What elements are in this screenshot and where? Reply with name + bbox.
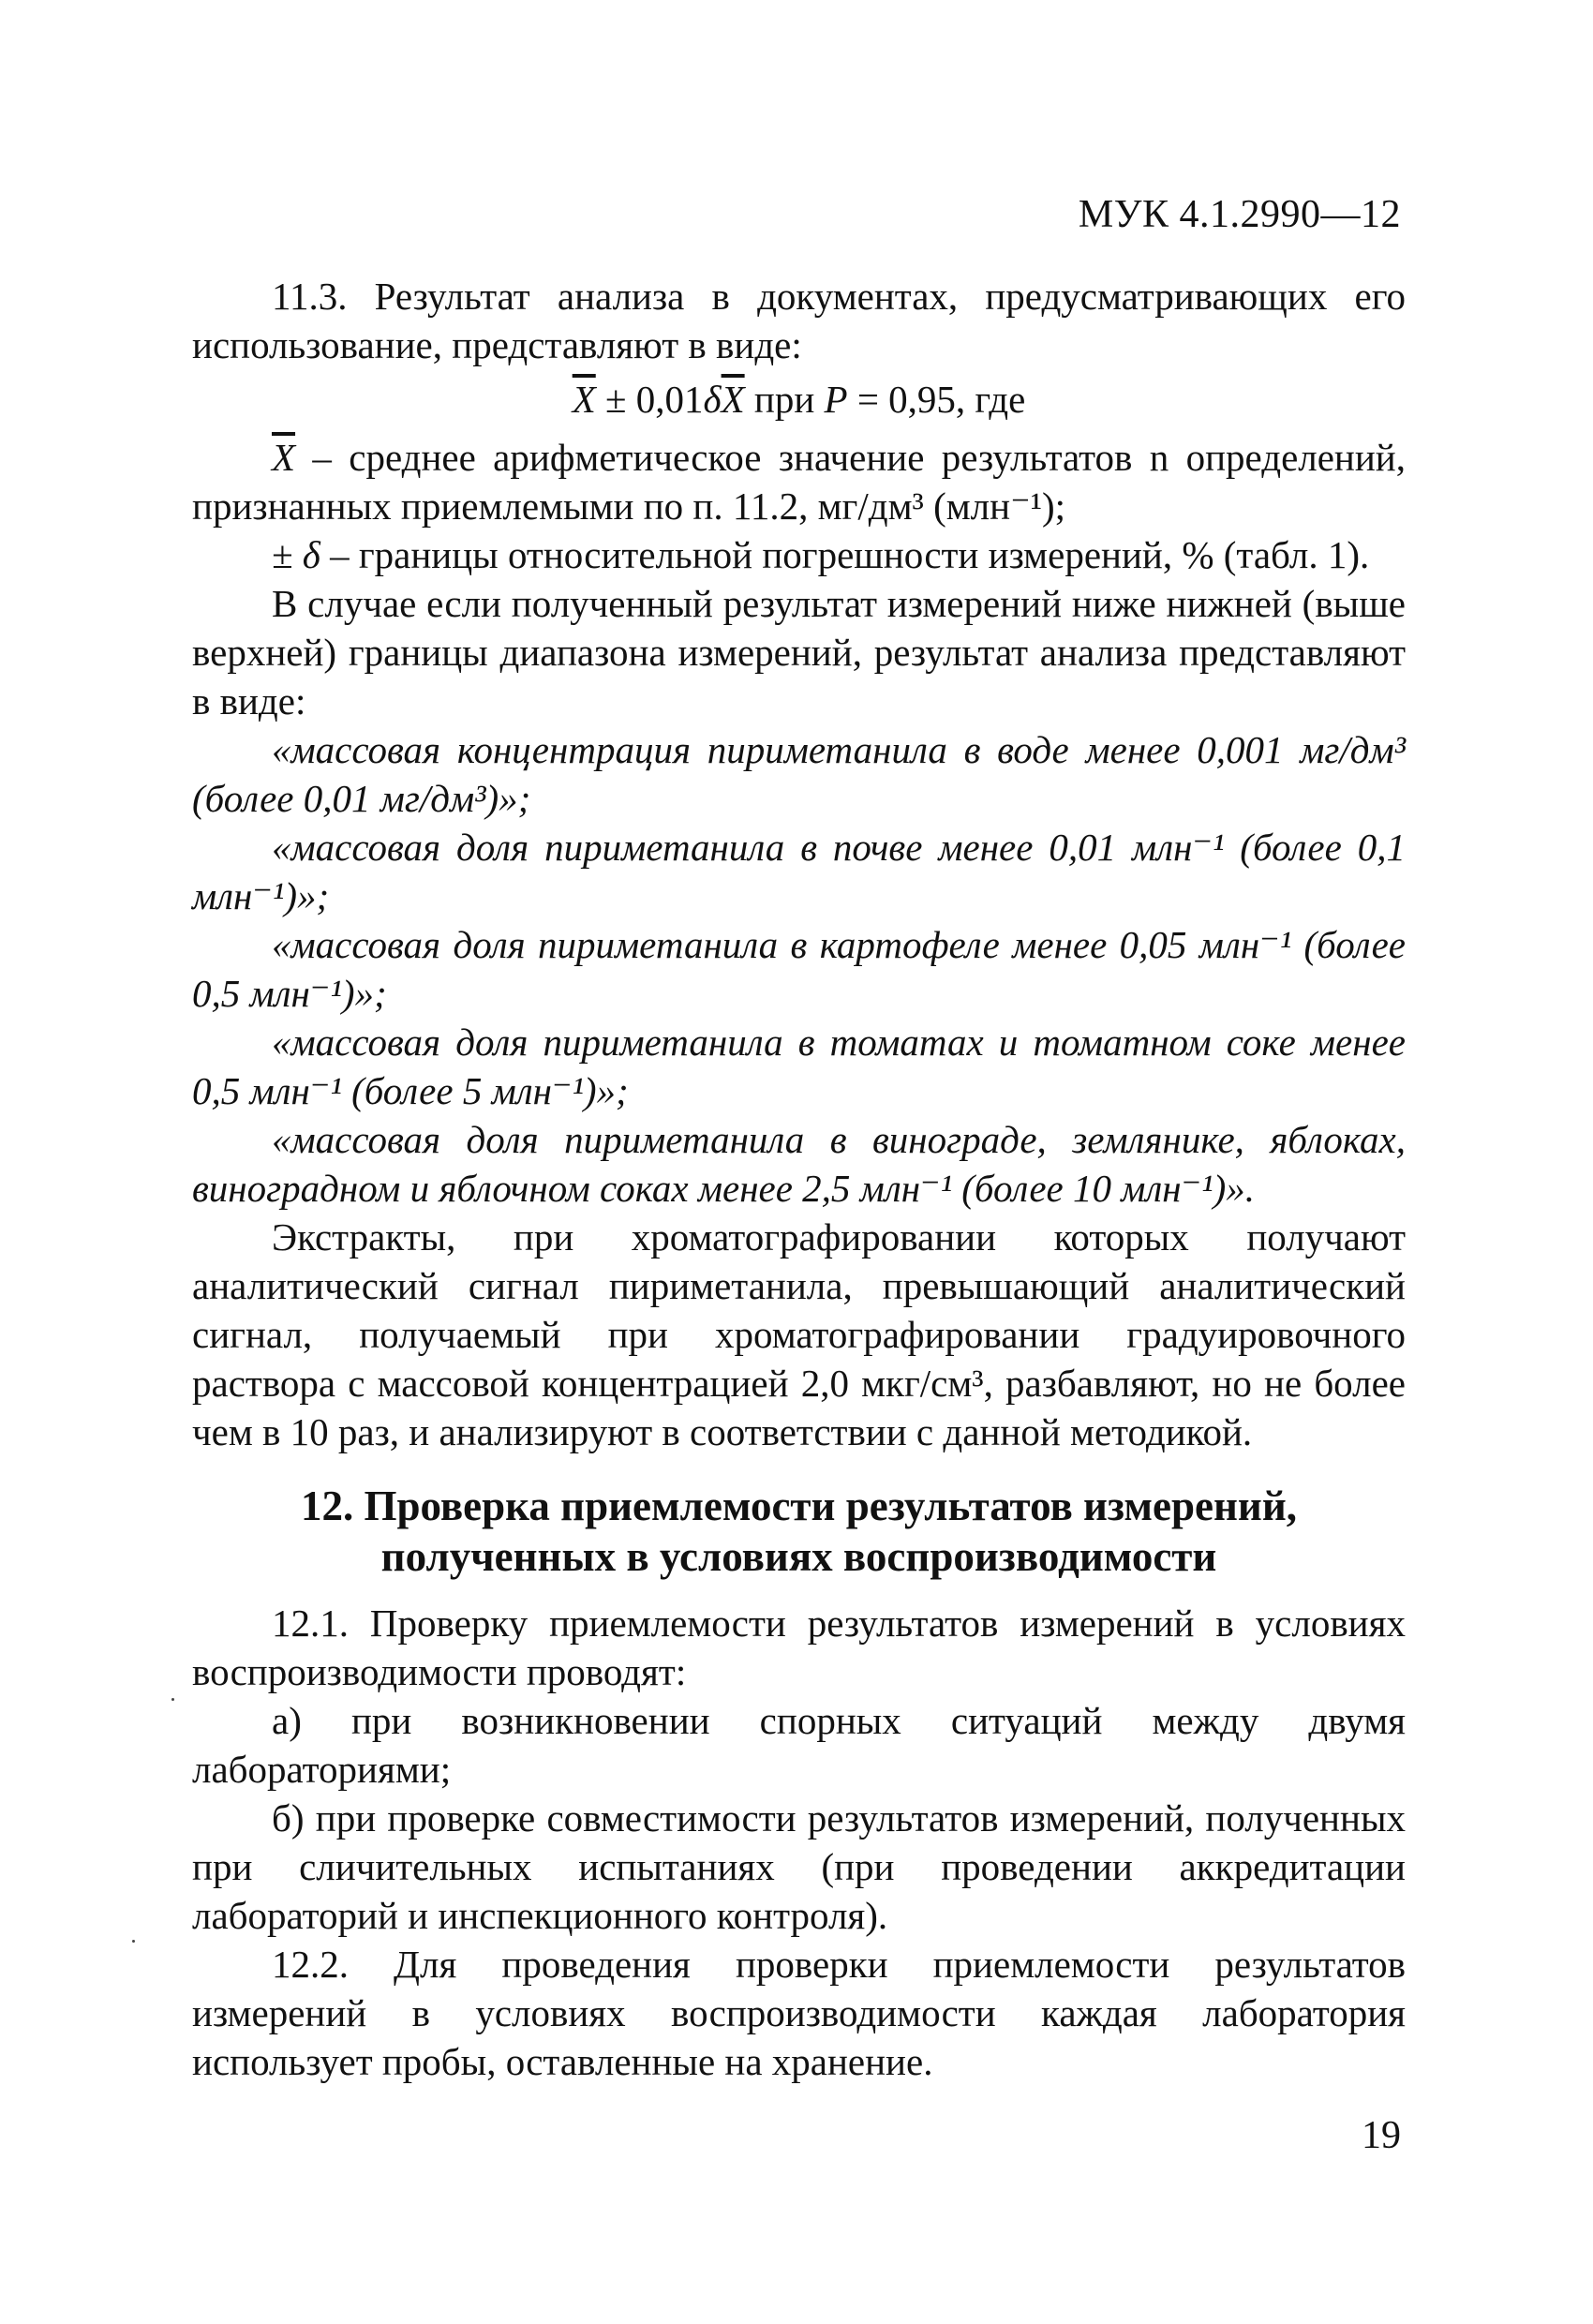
heading-line-2: полученных в условиях воспроизводимости	[380, 1533, 1217, 1580]
list-item-a: а) при возникновении спорных ситуаций между двумя лабораториями;	[192, 1699, 1406, 1791]
scan-speck	[132, 1940, 135, 1943]
heading-line-1: 12. Проверка приемлемости результатов измерений,	[300, 1482, 1298, 1529]
quote-soil: «массовая доля пириметанила в почве менее 0,01 млн⁻¹ (более 0,1 млн⁻¹)»;	[192, 826, 1406, 917]
def-x-symbol: $\overline{X}$	[272, 436, 296, 479]
quote-tomato: «массовая доля пириметанила в томатах и томатном соке менее 0,5 млн⁻¹ (более 5 млн⁻¹)»;	[192, 1020, 1406, 1112]
def-delta-symbol: ± δ	[272, 533, 320, 576]
formula-at-word: при	[753, 378, 815, 421]
quote-grape-apple: «массовая доля пириметанила в винограде, землянике, яблоках, виноградном и яблочном соках менее 2,5 млн⁻¹ (более 10 млн⁻¹)».	[192, 1118, 1406, 1210]
formula-plus-minus: ±	[605, 378, 627, 421]
paragraph-11-3: 11.3. Результат анализа в документах, предусматривающих его использование, представляют в виде:	[192, 275, 1406, 366]
formula-delta: δ	[703, 378, 722, 421]
definition-delta	[192, 530, 1406, 579]
result-formula	[192, 375, 1406, 424]
page-content	[192, 272, 1406, 2086]
scan-speck	[171, 1698, 174, 1701]
section-12-heading	[192, 1481, 1406, 1582]
def-x-text: – среднее арифметическое значение результатов n определений, признанных приемлемыми по п. 11.2, мг/дм³ (млн⁻¹);	[192, 436, 1406, 528]
paragraph-12-2: 12.2. Для проведения проверки приемлемости результатов измерений в условиях воспроизводимости каждая лаборатория использует пробы, оставленные на хранение.	[192, 1943, 1406, 2083]
formula-p-symbol: P	[824, 378, 848, 421]
page-number: 19	[1362, 2114, 1401, 2157]
paragraph-extracts: Экстракты, при хроматографировании которых получают аналитический сигнал пириметанила, превышающий аналитический сигнал, получаемый при хроматографировании градуировочного раствора с массовой концентрацией 2,0 мкг/см³, разбавляют, но не более чем в 10 раз, и анализируют в соответствии с данной методикой.	[192, 1215, 1406, 1453]
quote-potato: «массовая доля пириметанила в картофеле менее 0,05 млн⁻¹ (более 0,5 млн⁻¹)»;	[192, 923, 1406, 1015]
paragraph-12-1: 12.1. Проверку приемлемости результатов измерений в условиях воспроизводимости проводят:	[192, 1601, 1406, 1693]
formula-p-value: = 0,95, где	[856, 378, 1026, 421]
def-delta-text: – границы относительной погрешности измерений, % (табл. 1).	[330, 533, 1370, 576]
definition-mean-x	[192, 433, 1406, 530]
formula-mean-x-2: $\overline{X}$	[721, 378, 745, 421]
paragraph-out-of-range: В случае если полученный результат измерений ниже нижней (выше верхней) границы диапазона измерений, результат анализа представляют в виде:	[192, 582, 1406, 723]
quote-water: «массовая концентрация пириметанила в воде менее 0,001 мг/дм³ (более 0,01 мг/дм³)»;	[192, 728, 1406, 820]
formula-mean-x: $\overline{X}$	[572, 378, 596, 421]
formula-coefficient: 0,01	[635, 378, 704, 421]
list-item-b: б) при проверке совместимости результатов измерений, полученных при сличительных испытаниях (при проведении аккредитации лабораторий и инспекционного контроля).	[192, 1796, 1406, 1937]
document-code: МУК 4.1.2990—12	[1078, 193, 1401, 236]
